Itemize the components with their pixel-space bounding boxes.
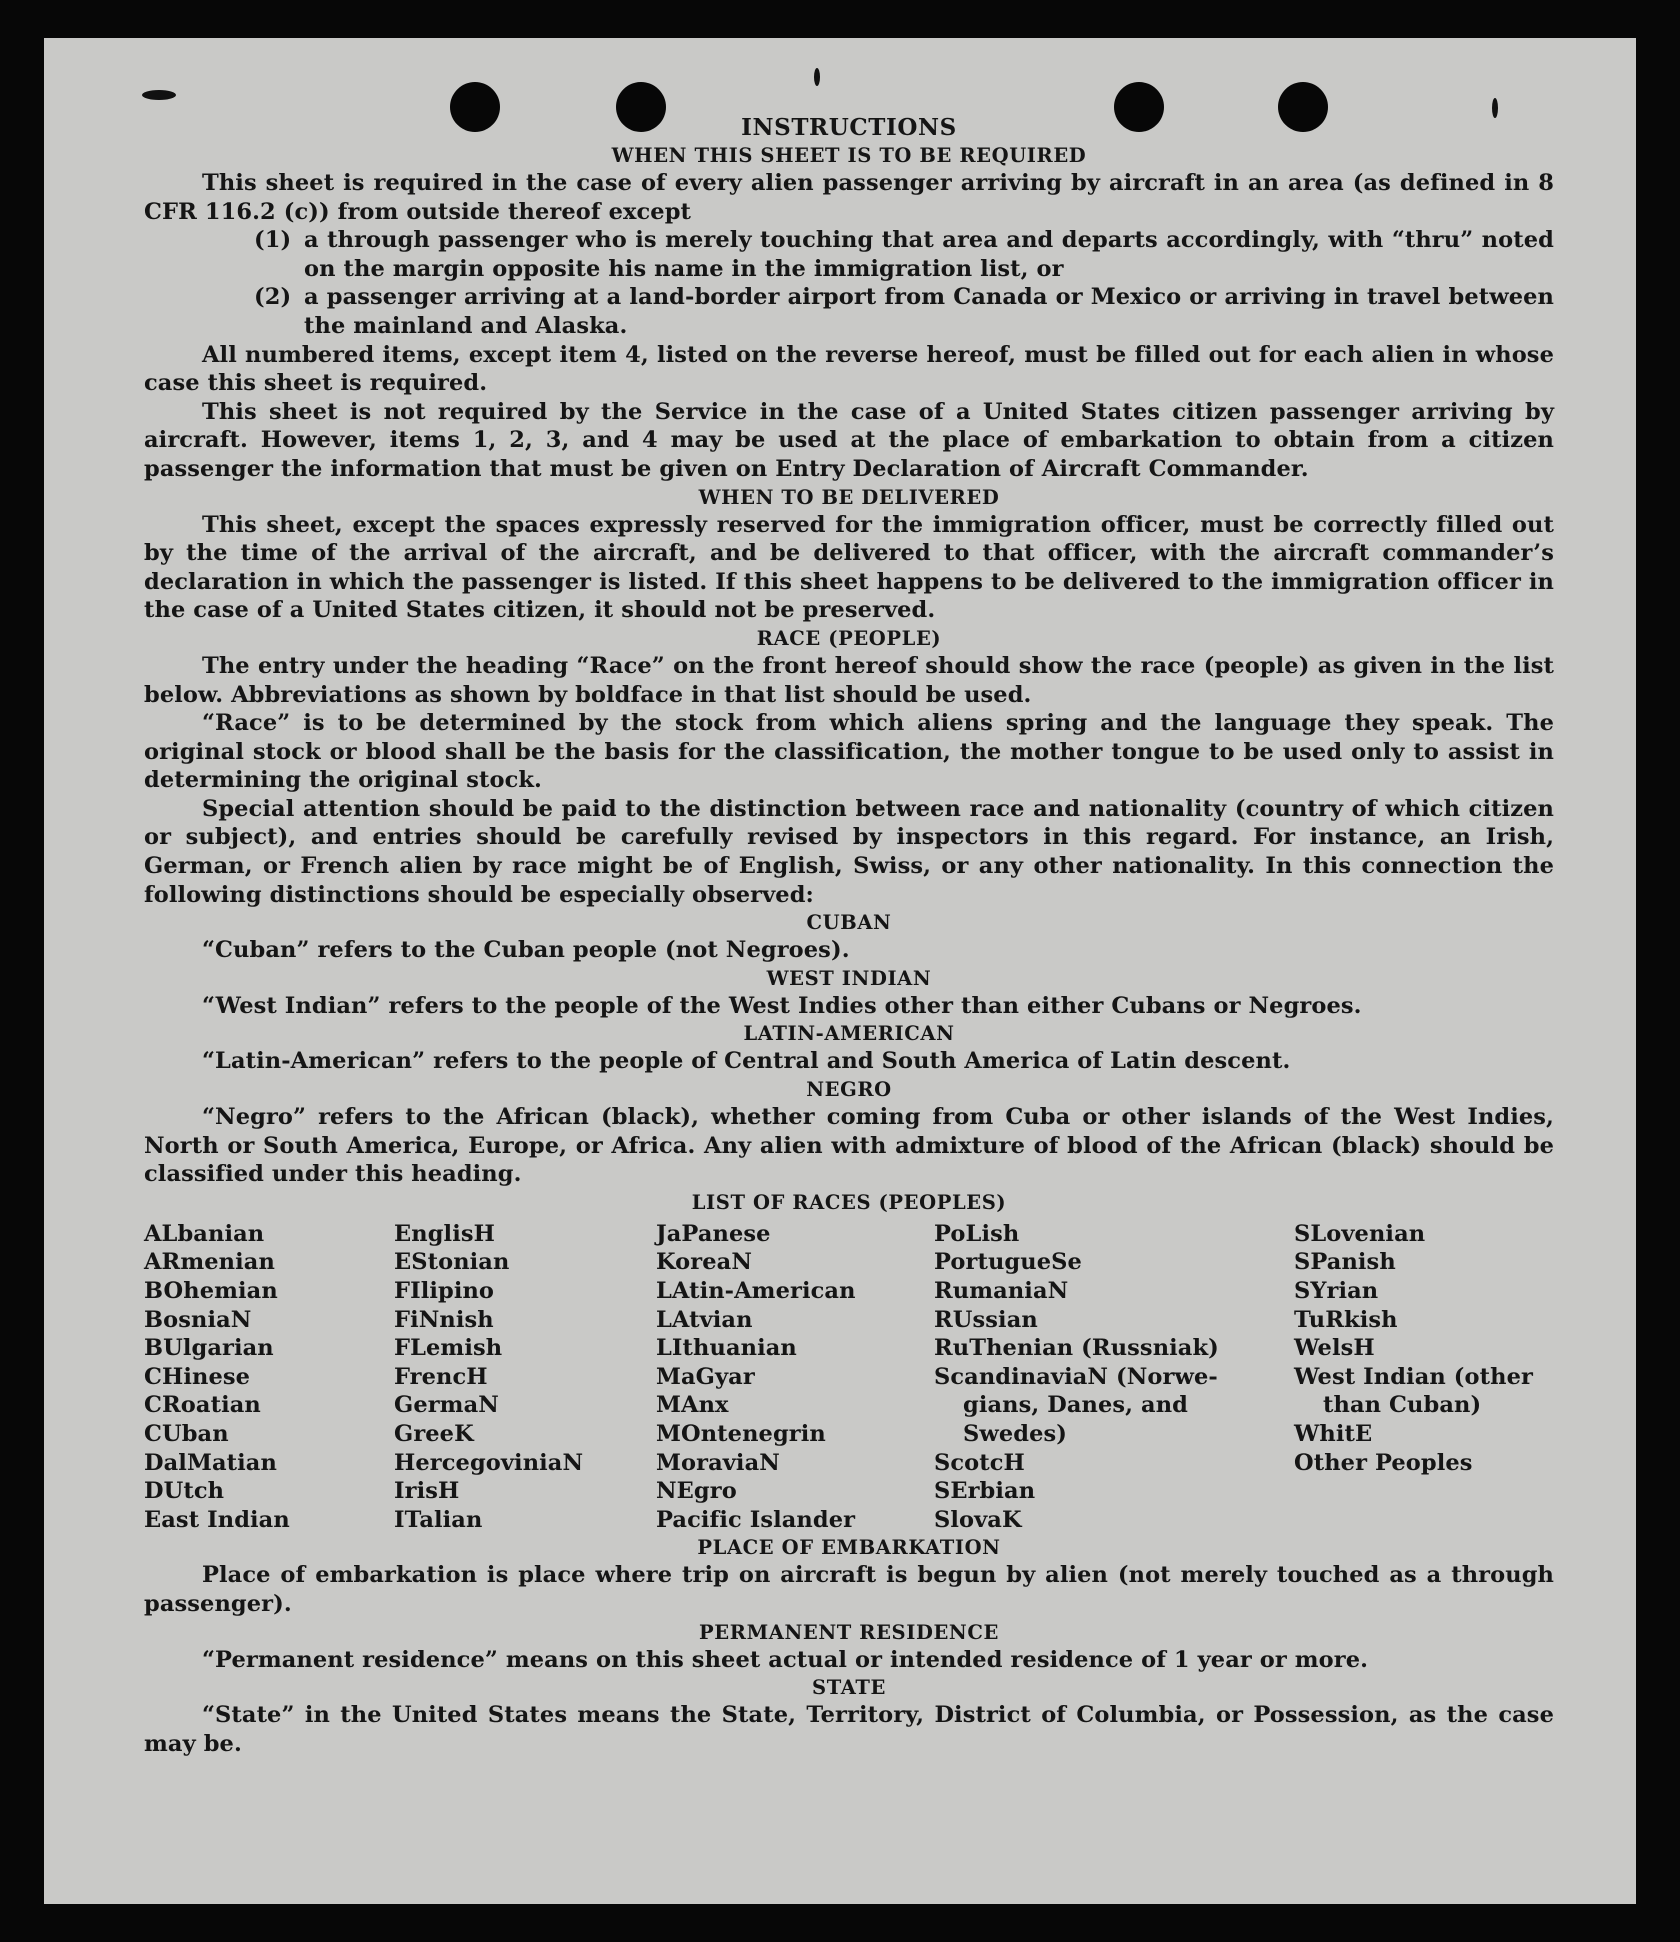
page-title: INSTRUCTIONS <box>741 114 957 141</box>
races-column <box>934 1220 1294 1535</box>
race-entry: gians, Danes, and <box>963 1392 1189 1419</box>
race-entry: ScotcH <box>934 1449 1025 1476</box>
race-entry: TuRkish <box>1294 1306 1398 1333</box>
race-entry: LAtin-American <box>656 1278 856 1304</box>
race-entry: EStonian <box>394 1249 510 1276</box>
race-entry: BOhemian <box>144 1278 278 1304</box>
paragraph: The entry under the heading “Race” on the front hereof should show the race (people) as given in the list below. Abbreviations as shown by boldface in that list should be used. <box>144 652 1554 708</box>
race-entry: FIlipino <box>394 1278 495 1304</box>
race-entry: FiNnish <box>394 1306 494 1333</box>
race-entry: WhitE <box>1294 1420 1373 1447</box>
race-entry: IrisH <box>394 1478 460 1505</box>
race-entry: GermaN <box>394 1392 499 1419</box>
race-entry: EnglisH <box>394 1220 495 1247</box>
race-entry: SPanish <box>1294 1249 1396 1276</box>
race-entry: PortugueSe <box>934 1249 1082 1276</box>
paragraph: “State” in the United States means the State, Territory, District of Columbia, or Possession, as the case may be. <box>144 1702 1554 1757</box>
race-entry: BUlgarian <box>144 1335 274 1362</box>
race-entry: East Indian <box>144 1506 290 1533</box>
race-entry: NEgro <box>656 1478 737 1505</box>
race-entry: FrencH <box>394 1363 488 1390</box>
race-entry: MAnx <box>656 1392 729 1419</box>
section-heading: WEST INDIAN <box>766 966 932 990</box>
race-entry: MOntenegrin <box>656 1420 826 1447</box>
race-entry: Other Peoples <box>1294 1449 1473 1476</box>
races-list <box>144 1220 1554 1535</box>
paragraph: “Negro” refers to the African (black), whether coming from Cuba or other islands of the West Indies, North or South America, Europe, or Africa. Any alien with admixture of blood of the African (black) should be classified under this heading. <box>144 1104 1554 1188</box>
list-item-number: (1) <box>254 227 292 254</box>
race-entry: GreeK <box>394 1420 474 1447</box>
race-entry: Pacific Islander <box>656 1506 856 1533</box>
paragraph: “Latin-American” refers to the people of Central and South America of Latin descent. <box>202 1048 1291 1075</box>
ink-smudge <box>142 90 176 100</box>
race-entry: Swedes) <box>963 1420 1067 1447</box>
race-entry: DalMatian <box>144 1449 277 1476</box>
section-heading: PERMANENT RESIDENCE <box>699 1620 999 1644</box>
paragraph: This sheet is not required by the Service in the case of a United States citizen passenger arriving by aircraft. However, items 1, 2, 3, and 4 may be used at the place of embarkation to obtain from a citizen passenger the information that must be given on Entry Declaration of Aircraft Commander. <box>144 398 1554 482</box>
race-entry: FLemish <box>394 1335 503 1362</box>
race-entry: than Cuban) <box>1323 1392 1482 1419</box>
list-item <box>254 226 1554 283</box>
section-heading: STATE <box>812 1676 886 1700</box>
section-heading: PLACE OF EMBARKATION <box>697 1536 1001 1560</box>
section-heading: LIST OF RACES (PEOPLES) <box>691 1190 1007 1214</box>
section-heading: LATIN-AMERICAN <box>743 1022 955 1046</box>
paragraph: “Cuban” refers to the Cuban people (not Negroes). <box>202 937 850 964</box>
race-entry: RUssian <box>934 1306 1038 1333</box>
race-entry: JaPanese <box>656 1220 771 1247</box>
race-entry: LIthuanian <box>656 1335 797 1362</box>
race-entry: LAtvian <box>656 1306 753 1333</box>
paragraph: This sheet is required in the case of every alien passenger arriving by aircraft in an area (as defined in 8 CFR 116.2 (c)) from outside thereof except <box>144 170 1554 225</box>
race-entry: ALbanian <box>144 1220 265 1247</box>
paragraph: This sheet, except the spaces expressly reserved for the immigration officer, must be correctly filled out by the time of the arrival of the aircraft, and be delivered to that officer, with the aircraft commander’s declaration in which the passenger is listed. If this sheet happens to be delivered to the immigration officer in the case of a United States citizen, it should not be preserved. <box>144 511 1554 624</box>
race-entry: BosniaN <box>144 1306 252 1333</box>
paragraph: “West Indian” refers to the people of the West Indies other than either Cubans or Negroes. <box>202 992 1362 1019</box>
race-entry: CUban <box>144 1420 229 1447</box>
races-column <box>656 1220 934 1535</box>
ink-smudge <box>814 68 820 86</box>
list-item <box>254 283 1554 340</box>
race-entry: MoraviaN <box>656 1449 780 1476</box>
paragraph: All numbered items, except item 4, listed on the reverse hereof, must be filled out for each alien in whose case this sheet is required. <box>144 341 1554 397</box>
races-column <box>1294 1220 1554 1535</box>
races-column <box>144 1220 394 1535</box>
list-item-text: a passenger arriving at a land-border airport from Canada or Mexico or arriving in travel between the mainland and Alaska. <box>304 284 1554 339</box>
instructions-body <box>144 114 1554 1758</box>
race-entry: CRoatian <box>144 1392 261 1419</box>
document-sheet <box>44 38 1636 1904</box>
paragraph: Place of embarkation is place where trip on aircraft is begun by alien (not merely touched as a through passenger). <box>144 1562 1554 1617</box>
section-heading: WHEN TO BE DELIVERED <box>698 485 1000 509</box>
section-heading: CUBAN <box>806 911 892 935</box>
race-entry: HercegoviniaN <box>394 1449 584 1476</box>
race-entry: CHinese <box>144 1363 251 1390</box>
race-entry: DUtch <box>144 1478 225 1505</box>
race-entry: SLovenian <box>1294 1220 1426 1247</box>
race-entry: SYrian <box>1294 1278 1379 1304</box>
race-entry: RumaniaN <box>934 1278 1069 1304</box>
race-entry: MaGyar <box>656 1363 755 1390</box>
race-entry: SlovaK <box>934 1506 1022 1533</box>
race-entry: SErbian <box>934 1478 1036 1505</box>
section-heading: NEGRO <box>806 1078 892 1102</box>
list-item-number: (2) <box>254 284 292 311</box>
paragraph: “Race” is to be determined by the stock from which aliens spring and the language they speak. The original stock or blood shall be the basis for the classification, the mother tongue to be used only to assist in determining the original stock. <box>144 710 1554 794</box>
race-entry: ITalian <box>394 1506 483 1533</box>
race-entry: RuThenian (Russniak) <box>934 1335 1219 1362</box>
section-heading: WHEN THIS SHEET IS TO BE REQUIRED <box>611 144 1087 167</box>
paragraph: “Permanent residence” means on this sheet actual or intended residence of 1 year or more. <box>202 1646 1369 1673</box>
race-entry: WelsH <box>1294 1335 1375 1362</box>
list-item-text: a through passenger who is merely touching that area and departs accordingly, with “thru” noted on the margin opposite his name in the immigration list, or <box>304 227 1554 282</box>
race-entry: PoLish <box>934 1220 1020 1247</box>
race-entry: KoreaN <box>656 1249 752 1276</box>
section-heading: RACE (PEOPLE) <box>756 626 942 650</box>
race-entry: ScandinaviaN (Norwe- <box>934 1363 1218 1390</box>
race-entry: ARmenian <box>144 1249 275 1276</box>
race-entry: West Indian (other <box>1294 1363 1533 1390</box>
races-column <box>394 1220 656 1535</box>
paragraph: Special attention should be paid to the distinction between race and nationality (country of which citizen or subject), and entries should be carefully revised by inspectors in this regard. For instance, an Irish, German, or French alien by race might be of English, Swiss, or any other nationality. In this connection the following distinctions should be especially observed: <box>144 795 1554 908</box>
